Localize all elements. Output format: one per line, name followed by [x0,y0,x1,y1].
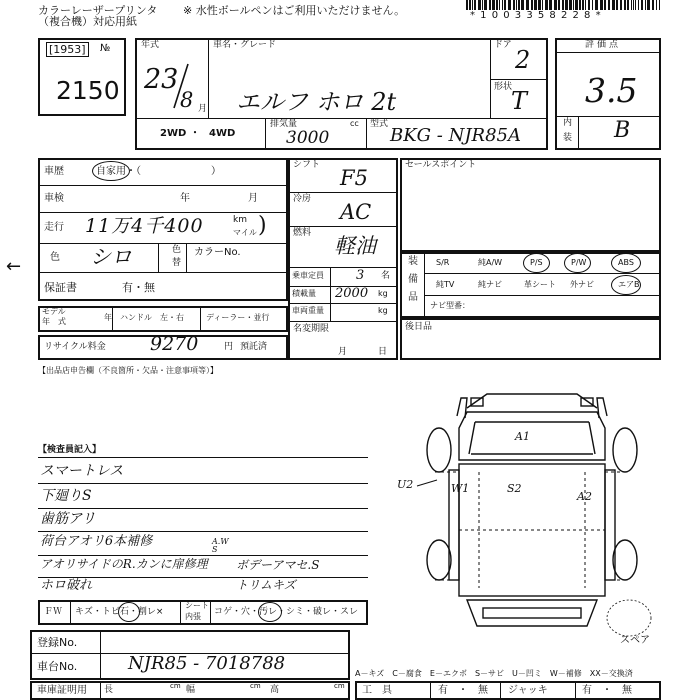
equip-leather: 革シート [524,280,556,289]
sales-point-box [400,158,661,252]
color-change-1: 色 [172,245,182,255]
name-change-day: 日 [378,347,388,357]
equip-airbag: エアB [618,280,640,289]
note-4: 荷台アオリ6本補修 [40,534,153,549]
drive-sep: ・ [190,128,200,139]
barcode-bar [582,0,584,10]
interior-value: B [614,118,631,143]
month-suffix: 月 [198,104,208,114]
barcode [466,0,662,10]
model-type-label: 型式 [370,119,389,129]
jack-label: ジャッキ [508,685,548,696]
barcode-bar [478,0,481,10]
circled-private [92,161,130,181]
name-change-label: 名変期限 [293,324,330,334]
barcode-bar [645,0,646,10]
pen-notice: ※ 水性ボールペンはご利用いただけません。 [183,4,406,17]
equip-ps: P/S [530,258,543,267]
tools-label: 工 具 [362,685,392,696]
seats-unit: 名 [381,271,391,281]
barcode-bar [647,0,650,10]
printer-note-2: （複合機）対応用紙 [38,15,137,28]
mileage-label: 走行 [44,222,64,233]
color-no-label: カラーNo. [194,247,241,258]
displacement-label: 排気量 [270,119,298,129]
mark-u2: U2 [397,478,414,491]
inspection-month: 月 [248,193,258,204]
lot-number: 2150 [56,76,120,105]
note-6: ホロ破れ [40,578,93,593]
barcode-bar [502,0,503,10]
garage-cert-label: 車庫証明用 [37,685,87,696]
cert-width: 幅 [186,685,196,695]
barcode-bar [513,0,515,10]
name-grade-value: エルフ ホロ 2t [236,88,397,116]
recycle-label: リサイクル料金 [44,342,106,352]
seat-legend: コゲ・穴・汚レ・シミ・破レ・スレ [214,607,359,617]
equip-aw: 純A/W [478,258,503,267]
barcode-bar [575,0,578,10]
model-type-value: BKG - NJR85A [390,125,522,146]
delivery-box [400,318,661,360]
mark-s2: S2 [507,482,522,495]
door-label: ドア [494,40,512,50]
mileage-value: 11万4千400 [85,215,204,237]
jack-value: 有 ・ 無 [582,685,632,696]
auction-sheet: カラーレーザープリンタ （複合機）対応用紙 ※ 水性ボールペンはご利用いただけません。 * 1 0 0 3 3 5 8 2 2 8 * [1953] № 2150 年式 23 8 月 車名・グレード エルフ ホロ 2t ドア 2 形状 T 2WD ・ 4WD 排気量 cc 3000 型式 BKG - NJR85A 評価点 3.5 内 装 B 車歴 自家用・（ ） 車検 年 月 走行 11万4千400 km マイル ) 色 シロ 色 替 カラーNo. 保証書 有・無 ← モデル 年 式 年 ハンドル 左・右 ディーラー・並行 リサイクル料金 9270 円 預託済 シフト F5 冷房 AC 燃料 軽油 乗車定員 3 名 積載量 2000 kg 車両重量 kg 名変期限 月 日 セールスポイント 装 備 品 S/R 純A/W P/S P/W ABS 純TV 純ナビ 革シート 外ナビ エアB ナビ型番： 後日品 【出品店申告欄（不良箇所・欠品・注意事項等）】 【検査員記入】 スマートレス 下廻りS 歯筋アリ 荷台アオリ6本補修 アオリサイドのR.カンに扉修理 A.W S ボデーアマセ.S ホロ破れ トリムキズ A1 S2 W1 A2 U2 スペア ＦＷ キズ・トビ石・割レ× シート 内張 コゲ・穴・汚レ・シミ・破レ・スレ 登録No. 車台No. NJR85 - 7018788 車庫証明用 長 cm 幅 cm 高 cm A－キズ C－腐食 E－エクボ S－サビ U－凹ミ W－補修 XX－交換済 工 具 有 ・ 無 ジャッキ 有 ・ 無 [0,0,700,700]
equip-ext-navi: 外ナビ [570,280,594,289]
shift-label: シフト [293,160,321,170]
fw-label: ＦＷ [44,607,63,617]
equip-pw: P/W [571,258,587,267]
note-extra-a: ボデーアマセ.S [236,558,320,572]
barcode-bar [562,0,564,10]
fuel-value: 軽油 [334,234,376,258]
year-value: 23 [144,64,179,95]
barcode-bar [627,0,629,10]
barcode-bar [534,0,537,10]
mileage-unit-mile: マイル [233,228,257,237]
year-label: 年式 [141,40,160,50]
sales-point-label: セールスポイント [405,160,477,170]
displacement-value: 3000 [286,128,330,148]
arrow-mark: ← [6,256,22,277]
recycle-value: 9270 [150,333,199,355]
capacity-unit: kg [378,289,388,298]
damage-key-legend: A－キズ C－腐食 E－エクボ S－サビ U－凹ミ W－補修 XX－交換済 [355,669,633,678]
barcode-bar [585,0,586,10]
barcode-bar [504,0,506,10]
barcode-bar [474,0,476,10]
capacity-value: 2000 [335,286,369,301]
chassis-value: NJR85 - 7018788 [128,653,286,674]
barcode-bar [542,0,543,10]
mileage-unit-km: km [233,215,247,225]
color-label: 色 [50,252,60,263]
equip-abs: ABS [618,258,634,267]
inspection-year: 年 [180,193,190,204]
history-value: 自家用・（ ） [96,166,221,177]
lot-stamp: [1953] [46,42,89,57]
inspector-title: 【検査員記入】 [38,445,102,455]
inspection-label: 車検 [44,193,64,204]
barcode-bar [538,0,541,10]
cert-cm-2: cm [250,682,261,690]
barcode-bar [484,0,487,10]
equipment-label-1: 装 [408,256,418,267]
registration-label: 登録No. [37,636,78,649]
cooler-label: 冷房 [293,194,312,204]
color-value: シロ [90,245,132,269]
equipment-label-2: 備 [408,274,418,285]
recycle-deposited: 預託済 [240,342,268,352]
tools-value: 有 ・ 無 [438,685,488,696]
cooler-value: AC [340,200,372,224]
door-value: 2 [515,46,531,74]
interior-label-1: 内 [563,118,573,128]
history-label: 車歴 [44,166,64,177]
barcode-bar [612,0,615,10]
barcode-bar [635,0,636,10]
displacement-unit: cc [350,119,359,128]
vehicle-diagram [395,380,695,650]
warranty-value: 有・無 [122,281,155,294]
note-2: 下廻りS [40,488,92,504]
barcode-bar [652,0,654,10]
barcode-bar [608,0,610,10]
drive-2wd: 2WD [160,128,187,139]
name-change-month: 月 [338,347,348,357]
dealer-parallel: ディーラー・並行 [206,313,270,322]
barcode-bar [489,0,491,10]
mark-w1: W1 [451,482,470,495]
name-grade-label: 車名・グレード [213,40,277,50]
seats-value: 3 [356,268,365,283]
barcode-bar [604,0,606,10]
equip-tv: 純TV [436,280,455,289]
barcode-bar [521,0,524,10]
equipment-label-3: 品 [408,292,418,303]
barcode-bar [492,0,495,10]
warranty-label: 保証書 [44,281,77,294]
barcode-bar [633,0,634,10]
grade-label: 評価点 [585,40,622,50]
model-year-unit: 年 [104,313,112,322]
barcode-bar [565,0,568,10]
seat-label-2: 内張 [185,612,201,621]
model-year-label-2: 年 式 [42,317,66,326]
cert-length: 長 [104,685,114,695]
note-side-marks: A.W S [212,537,229,554]
barcode-bar [579,0,581,10]
weight-label: 車両重量 [292,306,324,315]
barcode-bar [482,0,483,10]
fw-legend: キズ・トビ石・割レ× [75,607,164,617]
barcode-bar [526,0,529,10]
handle-side: ハンドル 左・右 [120,313,184,322]
model-year-label-1: モデル [42,307,66,316]
barcode-bar [659,0,660,10]
mark-a1: A1 [515,430,530,443]
barcode-bar [616,0,618,10]
barcode-bar [531,0,533,10]
barcode-bar [641,0,643,10]
barcode-bar [558,0,560,10]
printer-note-1: カラーレーザープリンタ [38,4,158,17]
capacity-label: 積載量 [292,289,316,298]
barcode-bar [573,0,574,10]
defect-title: 【出品店申告欄（不良箇所・欠品・注意事項等）】 [38,366,218,375]
barcode-bar [592,0,593,10]
cert-height: 高 [270,685,280,695]
drive-4wd: 4WD [209,128,236,139]
fuel-label: 燃料 [293,228,312,238]
barcode-bar [656,0,657,10]
weight-unit: kg [378,306,388,315]
barcode-bar [624,0,626,10]
spare-label: スペア [620,635,650,646]
shape-label: 形状 [494,82,513,92]
barcode-bar [545,0,548,10]
cert-cm-1: cm [170,682,181,690]
barcode-bar [569,0,572,10]
delivery-label: 後日品 [405,322,433,332]
equip-sr: S/R [436,258,450,267]
recycle-unit: 円 [224,342,234,352]
lot-no-label: № [100,43,111,54]
barcode-bar [600,0,603,10]
note-5: アオリサイドのR.カンに扉修理 [40,557,208,571]
barcode-bar [508,0,511,10]
barcode-bar [516,0,517,10]
barcode-bar [595,0,598,10]
barcode-bar [518,0,520,10]
cert-cm-3: cm [334,682,345,690]
navi-model-label: ナビ型番： [430,301,470,310]
barcode-bar [499,0,500,10]
seats-label: 乗車定員 [292,271,324,280]
seat-label-1: シート [185,601,209,610]
shift-value: F5 [340,166,368,190]
note-3: 歯筋アリ [40,511,96,527]
barcode-bar [469,0,471,10]
barcode-bar [620,0,622,10]
barcode-bar [472,0,473,10]
interior-label-2: 装 [563,133,573,143]
mark-a2: A2 [577,490,592,503]
barcode-bar [588,0,590,10]
barcode-bar [549,0,552,10]
shape-value: T [511,87,528,115]
color-change-2: 替 [172,258,182,268]
barcode-bar [466,0,468,10]
grade-value: 3.5 [585,71,638,110]
equip-navi: 純ナビ [478,280,502,289]
chassis-label: 車台No. [37,660,78,673]
note-extra-b: トリムキズ [236,578,296,592]
month-value: 8 [180,88,194,112]
barcode-bar [638,0,639,10]
barcode-bar [554,0,557,10]
barcode-bar [496,0,498,10]
barcode-bar [631,0,632,10]
note-1: スマートレス [40,463,124,479]
barcode-number: * 1 0 0 3 3 5 8 2 2 8 * [470,10,602,21]
